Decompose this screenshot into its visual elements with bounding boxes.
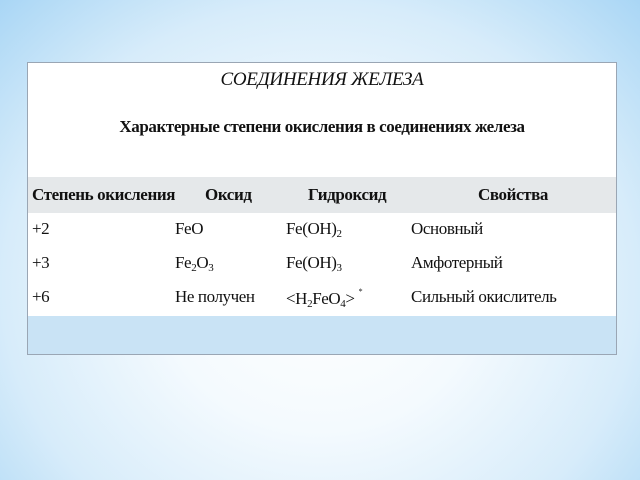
property-text: Основный bbox=[411, 219, 483, 238]
hydroxide-formula: $Fe(OH)_3$ bbox=[286, 253, 342, 274]
hydroxide-formula: $<H_2FeO_4> ^*$ bbox=[286, 287, 363, 310]
oxidation-state: +3 bbox=[32, 253, 50, 272]
table-row bbox=[28, 213, 616, 247]
hydroxide-formula: $Fe(OH)_2$ bbox=[286, 219, 342, 240]
header-oxide: Оксид bbox=[205, 185, 252, 204]
oxide-formula: FeO bbox=[175, 219, 204, 238]
table-row bbox=[28, 281, 616, 315]
property-text: Сильный окислитель bbox=[411, 287, 557, 306]
table-header bbox=[28, 177, 616, 213]
oxidation-state: +6 bbox=[32, 287, 50, 306]
footnote-mark: * bbox=[358, 287, 363, 296]
slide-frame bbox=[27, 62, 617, 355]
table-row bbox=[28, 247, 616, 281]
oxidation-state: +2 bbox=[32, 219, 50, 238]
header-oxidation-state: Степень окисления bbox=[32, 185, 176, 204]
oxide-formula: $Fe_2O_3$ bbox=[175, 253, 214, 274]
oxide-formula: Не получен bbox=[175, 287, 255, 306]
property-text: Амфотерный bbox=[411, 253, 503, 272]
slide-title: СОЕДИНЕНИЯ ЖЕЛЕЗА bbox=[220, 69, 424, 90]
header-properties: Свойства bbox=[478, 185, 549, 204]
slide-content bbox=[28, 63, 616, 316]
slide-subtitle: Характерные степени окисления в соединениях железа bbox=[119, 117, 525, 136]
header-hydroxide: Гидроксид bbox=[308, 185, 387, 204]
